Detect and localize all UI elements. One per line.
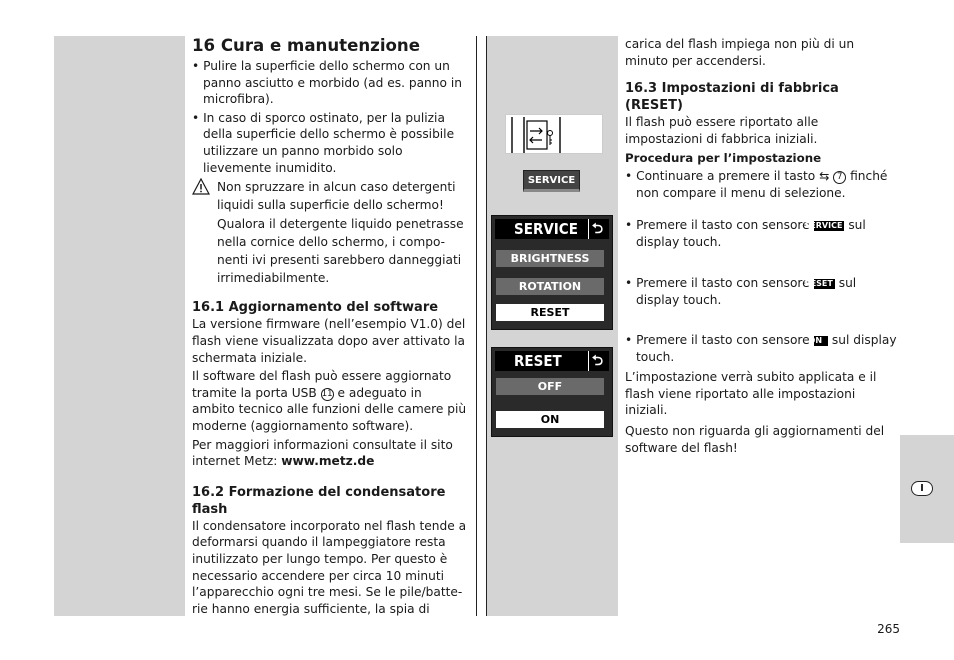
language-tab-badge [911,481,933,496]
reset-menu-screen [491,347,613,437]
menu-item-off[interactable]: OFF [496,378,604,395]
back-arrow-icon[interactable]: ⮌ [588,351,606,371]
left-column [192,36,468,617]
care-bullet-2-text: In caso di sporco ostinato, per la pulizia della superficie dello schermo è possibile utilizzare un panno morbido solo lievemente inumidito. [203,110,455,175]
software-para-2b: e adeguato in ambito tecnico alle funzioni delle camere più moderne (aggiornamento software). [192,385,467,433]
menu-item-rotation[interactable]: ROTATION [496,278,604,295]
service-menu-title: SERVICE [514,220,578,238]
flash-mode-button-illustration [505,114,603,154]
reset-menu-header [495,351,609,371]
language-tab-label: I [920,483,924,494]
procedure-title: Procedura per l’impostazione [625,151,822,166]
service-touch-key[interactable] [523,170,580,192]
usb-port-number-icon: 11 [321,388,333,399]
service-menu-screen [491,215,613,330]
step-1-text-b: finché non compare il menu di selezione. [636,168,888,200]
step-4-text-a: Premere il tasto con sensore [636,333,810,347]
step-2: • Premere il tasto con sensore SERVICE sul display touch. [625,218,866,249]
menu-item-reset[interactable]: RESET [496,304,604,321]
service-touch-key-label: SERVICE [527,175,576,186]
mode-arrows-icon: ⇆ [819,168,830,183]
left-margin-band [54,36,185,616]
capacitor-para-continued: carica del flash impiega non più di un minuto per accendersi. [625,37,855,68]
reset-note-para: Questo non riguarda gli aggiornamenti del software del flash! [625,423,885,455]
reset-intro: Il flash può essere riportato alle impostazioni di fabbrica iniziali. [625,115,819,146]
subsection-16-3-title: 16.3 Impostazioni di fabbrica (RESET) [625,81,839,114]
step-2-text-a: Premere il tasto con sensore [636,218,810,232]
step-3: • Premere il tasto con sensore RESET sul display touch. [625,276,857,307]
software-para-2a: Il software del flash può essere aggiornato tramite la porta USB [192,369,452,400]
subsection-16-2-title: 16.2 Formazione del condensatore flash [192,484,446,517]
step-4-text-b: sul display touch. [636,333,897,364]
right-column-lower [625,332,897,456]
menu-item-on[interactable]: ON [496,411,604,428]
reset-result-para: L’impostazione verrà subito applicata e il flash viene riportato alle impostazioni iniziali. [625,370,877,418]
reset-badge: RESET [804,279,833,288]
key-number-icon: 7 [833,171,846,184]
step-3-text-a: Premere il tasto con sensore [636,276,810,290]
care-bullet-1-text: Pulire la superficie dello schermo con un panno asciutto e morbido (ad es. panno in microfibra). [203,59,462,107]
software-para-2 [192,368,468,434]
software-para-1: La versione firmware (nell’esempio V1.0) del flash viene visualizzata dopo aver attivato la schermata iniziale. [192,317,466,365]
warning-text: Non spruzzare in alcun caso detergenti liquidi sulla superficie dello schermo! Qualora il detergente liquido penetrasse nella cornice dello schermo, i compo-nenti ivi presenti sarebbero danneggiati irrimediabilmente. [217,180,464,286]
step-1: • Continuare a premere il tasto ⇆ 7 finché non compare il menu di selezione. [625,168,888,200]
column-rule-middle [486,36,487,616]
care-bullet-1: • Pulire la superficie dello schermo con un panno asciutto e morbido (ad es. panno in microfibra). [192,59,462,107]
column-rule-left [476,36,477,616]
subsection-16-1-title: 16.1 Aggiornamento del software [192,300,439,316]
service-badge: SERVICE [804,221,843,230]
back-arrow-icon[interactable]: ⮌ [588,219,606,239]
section-title: 16 Cura e manutenzione [192,36,420,55]
software-para-3 [192,437,468,470]
service-menu-header [495,219,609,239]
step-2-text-b: sul display touch. [636,218,866,249]
reset-menu-title: RESET [514,352,562,370]
warning-triangle-icon [192,178,210,199]
on-badge: ON [814,336,829,346]
step-3-text-b: sul display touch. [636,276,857,307]
step-4: • Premere il tasto con sensore ON sul display touch. [625,333,897,364]
right-column [625,36,897,201]
metz-website-link[interactable]: www.metz.de [281,454,375,469]
page-number: 265 [877,622,900,636]
step-1-text-a: Continuare a premere il tasto [636,168,816,183]
software-para-3a: Per maggiori informazioni consultate il sito internet Metz: [192,437,453,469]
care-bullet-2: • In caso di sporco ostinato, per la pulizia della superficie dello schermo è possibile utilizzare un panno morbido solo lievemente inumidito. [192,110,455,175]
menu-item-brightness[interactable]: BRIGHTNESS [496,250,604,267]
capacitor-para: Il condensatore incorporato nel flash tende a deformarsi quando il lampeggiatore resta inutilizzato per lungo tempo. Per questo è necessario accendere per circa 10 minuti l’apparecchio ogni tre mesi. Se le pile/batte-rie hanno energia sufficiente, la spia di [192,518,467,616]
